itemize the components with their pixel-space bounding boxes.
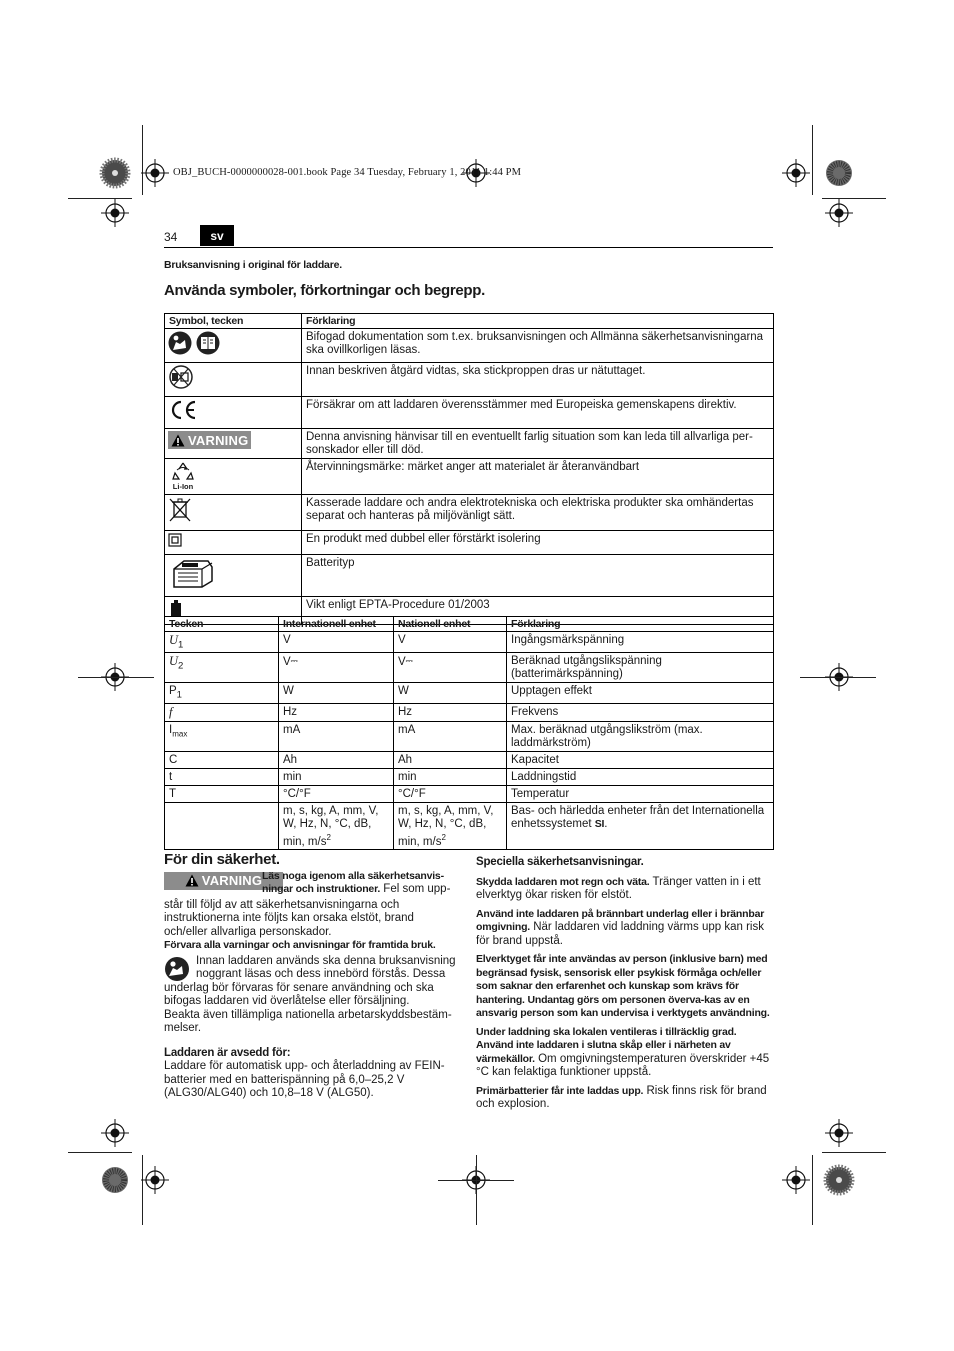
warning-bold-text: Läs noga igenom alla säkerhetsanvis-ningar och instruktioner. — [262, 869, 444, 895]
read-manual-text: Innan laddaren används ska denna bruksanvisning noggrant läsas och dess innebörd förstås. Dessa underlag bör förvaras för senare användning och ska bifogas laddaren vid överlåtelse eller försäljning. — [164, 954, 456, 1007]
explanation-cell: Återvinningsmärke: märket anger att materialet är återanvändbart — [302, 459, 774, 495]
symbol-cell — [165, 329, 302, 363]
registration-mark — [101, 199, 129, 227]
unit-list: m, s, kg, A, mm, V, W, Hz, N, °C, dB, min, m/s — [398, 804, 494, 848]
intended-use-heading: Laddaren är avsedd för: — [164, 1046, 291, 1059]
explanation-cell: Försäkrar om att laddaren överensstämmer med Europeiska gemenskapens direktiv. — [302, 397, 774, 429]
color-bar-mark — [102, 160, 128, 186]
sign-subscript: 2 — [178, 660, 184, 672]
national-unit-cell — [394, 653, 507, 683]
column-header: Förklaring — [302, 314, 774, 329]
table-row — [165, 721, 774, 751]
unit-text: V — [398, 656, 406, 669]
warning-triangle-icon — [185, 874, 199, 887]
units-table — [164, 616, 774, 850]
keep-instructions: Förvara alla varningar och anvisningar för framtida bruk. — [164, 939, 436, 951]
table-row — [165, 495, 774, 531]
sign-cell — [165, 703, 279, 721]
table-row — [165, 802, 774, 850]
national-unit-cell: Hz — [394, 703, 507, 721]
warning-consequence: står till följd av att säkerhetsanvisningarna och instruktionerna inte följts kan orsaka elstöt, brand och/eller allvarliga personskador. — [164, 898, 414, 938]
sign-symbol: f — [169, 704, 173, 719]
symbol-cell — [165, 459, 302, 495]
pull-plug-icon — [168, 365, 194, 389]
header-rule — [164, 247, 773, 248]
color-bar-mark — [826, 1167, 852, 1193]
read-manual-icon — [168, 331, 224, 355]
intl-unit-cell: min — [279, 768, 394, 785]
color-bar-mark — [826, 160, 852, 186]
warning-triangle-icon — [171, 434, 185, 447]
document-subtitle: Bruksanvisning i original för laddare. — [164, 259, 342, 271]
explanation-cell: Kasserade laddare och andra elektrotekniska och elektriska produkter ska omhändertas separat och hanteras på miljövänligt sätt. — [302, 495, 774, 531]
intl-unit-cell — [279, 802, 394, 850]
symbol-cell — [165, 363, 302, 397]
table-row — [165, 555, 774, 597]
warning-label: VARNING — [188, 432, 249, 448]
sign-cell — [165, 653, 279, 683]
national-unit-cell — [394, 802, 507, 850]
safety-text: Risk finns risk för brand och explosion. — [476, 1084, 767, 1110]
registration-mark — [101, 1119, 129, 1147]
safety-paragraph — [476, 953, 772, 1021]
table-row — [165, 751, 774, 768]
ce-mark-icon — [168, 399, 198, 421]
safety-bold: Skydda laddaren mot regn och väta. — [476, 875, 650, 888]
symbol-cell — [165, 555, 302, 597]
table-header-row — [165, 314, 774, 329]
registration-mark — [141, 159, 169, 187]
registration-mark — [141, 1166, 169, 1194]
national-unit-cell: mA — [394, 721, 507, 751]
unit-superscript: 2 — [326, 832, 331, 842]
national-unit-cell: V — [394, 632, 507, 653]
national-unit-cell: min — [394, 768, 507, 785]
sign-cell — [165, 721, 279, 751]
sign-subscript: 1 — [178, 639, 184, 651]
observe-regulations: Beakta även tillämpliga nationella arbetarskyddsbestäm-melser. — [164, 1008, 452, 1034]
safety-paragraph — [476, 908, 772, 949]
crossed-bin-icon — [168, 497, 192, 523]
intended-use-text: Laddare för automatisk upp- och återladdning av FEIN-batterier med en batterispänning på 6,0–25,2 V (ALG30/ALG40) och 10,8–18 V (ALG50). — [164, 1060, 445, 1099]
explanation-cell: Upptagen effekt — [507, 683, 774, 703]
symbol-cell — [165, 531, 302, 555]
unit-list: m, s, kg, A, mm, V, W, Hz, N, °C, dB, min, m/s — [283, 804, 379, 848]
li-ion-label: Li-Ion — [172, 482, 194, 491]
explanation-cell: Vikt enligt EPTA-Procedure 01/2003 — [302, 597, 774, 625]
intl-unit-cell: V — [279, 632, 394, 653]
explanation-cell — [507, 802, 774, 850]
safety-text: När laddaren vid laddning värms upp kan risk för brand uppstå. — [476, 921, 764, 947]
national-unit-cell: °C/°F — [394, 785, 507, 802]
safety-paragraph — [476, 1026, 772, 1080]
section-heading-symbols: Använda symboler, förkortningar och begrepp. — [164, 282, 486, 299]
registration-mark — [782, 1166, 810, 1194]
recycling-li-ion-icon — [168, 461, 198, 491]
registration-mark — [782, 159, 810, 187]
safety-bold: Under laddning ska lokalen ventileras i tillräcklig grad. Använd inte laddaren i slutna skåp eller i närheten av värmekällor. — [476, 1025, 737, 1065]
national-unit-cell: Ah — [394, 751, 507, 768]
warning-text-start: Fel som upp- — [380, 882, 451, 895]
special-safety-heading: Speciella säkerhetsanvisningar. — [476, 856, 644, 868]
intl-unit-cell — [279, 653, 394, 683]
safety-bold: Primärbatterier får inte laddas upp. — [476, 1084, 644, 1097]
table-row — [165, 397, 774, 429]
intl-unit-cell: Ah — [279, 751, 394, 768]
safety-text: Tränger vatten in i ett elverktyg ökar risken för elstöt. — [476, 875, 761, 901]
crop-line — [438, 1180, 514, 1181]
explanation-end: . — [604, 817, 608, 830]
table-row — [165, 683, 774, 703]
safety-paragraph — [476, 876, 772, 903]
sign-cell: T — [165, 785, 279, 802]
symbols-table — [164, 313, 774, 625]
read-manual-block — [164, 955, 460, 1009]
safety-bold: Elverktyget får inte användas av person (inklusive barn) med begränsad fysisk, sensorisk eller psykisk förmåga och/eller som saknar den erfarenhet och kunskap som krävs för hantering. Undantag görs om personen överva-kas av en ansvarig person som kan undervisa i verktygets användning. — [476, 953, 770, 1019]
explanation-text: Bas- och härledda enheter från det Internationella enhetssystemet — [511, 804, 765, 830]
left-column — [164, 853, 460, 1101]
registration-mark — [825, 1119, 853, 1147]
explanation-cell: Kapacitet — [507, 751, 774, 768]
explanation-cell: Max. beräknad utgångslikström (max. laddmärkström) — [507, 721, 774, 751]
explanation-cell: Innan beskriven åtgärd vidtas, ska stickproppen dras ur nätuttaget. — [302, 363, 774, 397]
explanation-cell: Batterityp — [302, 555, 774, 597]
language-badge: sv — [200, 225, 234, 246]
registration-mark — [825, 199, 853, 227]
intl-unit-cell: °C/°F — [279, 785, 394, 802]
intl-unit-cell: W — [279, 683, 394, 703]
sign-cell: C — [165, 751, 279, 768]
read-manual-icon — [164, 956, 190, 982]
intl-unit-cell: Hz — [279, 703, 394, 721]
explanation-cell: Laddningstid — [507, 768, 774, 785]
section-heading-safety: För din säkerhet. — [164, 851, 280, 868]
column-header: Internationell enhet — [279, 617, 394, 632]
explanation-cell: Beräknad utgångslikspänning (batterimärkspänning) — [507, 653, 774, 683]
table-row — [165, 429, 774, 459]
explanation-cell: Frekvens — [507, 703, 774, 721]
explanation-cell: Ingångsmärkspänning — [507, 632, 774, 653]
page-number: 34 — [164, 230, 178, 244]
explanation-cell: Temperatur — [507, 785, 774, 802]
sign-symbol: U — [169, 654, 179, 669]
sign-symbol: U — [169, 633, 179, 647]
sign-symbol: I — [169, 723, 173, 736]
safety-paragraph — [476, 1085, 772, 1112]
double-insulation-icon — [168, 533, 182, 547]
table-row — [165, 531, 774, 555]
recycling-icon — [171, 461, 195, 483]
table-row — [165, 653, 774, 683]
explanation-cell: En produkt med dubbel eller förstärkt isolering — [302, 531, 774, 555]
intl-unit-cell: mA — [279, 721, 394, 751]
crop-line — [476, 1155, 477, 1225]
table-row — [165, 459, 774, 495]
si-label: SI — [594, 817, 605, 830]
crop-line — [78, 677, 154, 678]
warning-badge — [168, 431, 251, 449]
warning-block — [164, 871, 460, 899]
column-header: Symbol, tecken — [165, 314, 302, 329]
weight-icon — [168, 599, 184, 617]
sign-subscript: max — [172, 728, 188, 738]
safety-text: Om omgivningstemperaturen överskrider +45 °C kan felaktiga funktioner uppstå. — [476, 1052, 770, 1078]
sign-subscript: 1 — [176, 689, 182, 701]
sign-symbol: P — [169, 685, 177, 698]
column-header: Tecken — [165, 617, 279, 632]
sign-cell — [165, 683, 279, 703]
table-row — [165, 703, 774, 721]
table-header-row — [165, 617, 774, 632]
explanation-cell: Bifogad dokumentation som t.ex. bruksanvisningen och Allmänna säkerhetsanvisningarna ska ovillkorligen läsas. — [302, 329, 774, 363]
column-header: Nationell enhet — [394, 617, 507, 632]
table-row — [165, 363, 774, 397]
unit-superscript: 2 — [441, 832, 446, 842]
crop-line — [800, 677, 876, 678]
dc-symbol-icon: ⎓ — [290, 656, 298, 667]
national-unit-cell: W — [394, 683, 507, 703]
color-bar-mark — [102, 1167, 128, 1193]
right-column — [476, 856, 772, 1112]
dc-symbol-icon: ⎓ — [405, 656, 413, 667]
symbol-cell — [165, 397, 302, 429]
table-row — [165, 785, 774, 802]
table-row — [165, 632, 774, 653]
explanation-cell: Denna anvisning hänvisar till en eventuellt farlig situation som kan leda till allvarliga per-sonskador eller till död. — [302, 429, 774, 459]
table-row — [165, 768, 774, 785]
warning-text — [262, 870, 460, 896]
sign-cell — [165, 632, 279, 653]
warning-label: VARNING — [201, 872, 263, 888]
symbol-cell — [165, 429, 302, 459]
column-header: Förklaring — [507, 617, 774, 632]
sign-cell — [165, 802, 279, 850]
battery-pack-icon — [168, 557, 214, 589]
sign-cell: t — [165, 768, 279, 785]
unit-text: V — [283, 656, 291, 669]
table-row — [165, 329, 774, 363]
safety-bold: Använd inte laddaren på brännbart underlag eller i brännbar omgivning. — [476, 907, 765, 933]
book-info-line: OBJ_BUCH-0000000028-001.book Page 34 Tuesday, February 1, 2011 1:44 PM — [173, 167, 522, 178]
symbol-cell — [165, 495, 302, 531]
